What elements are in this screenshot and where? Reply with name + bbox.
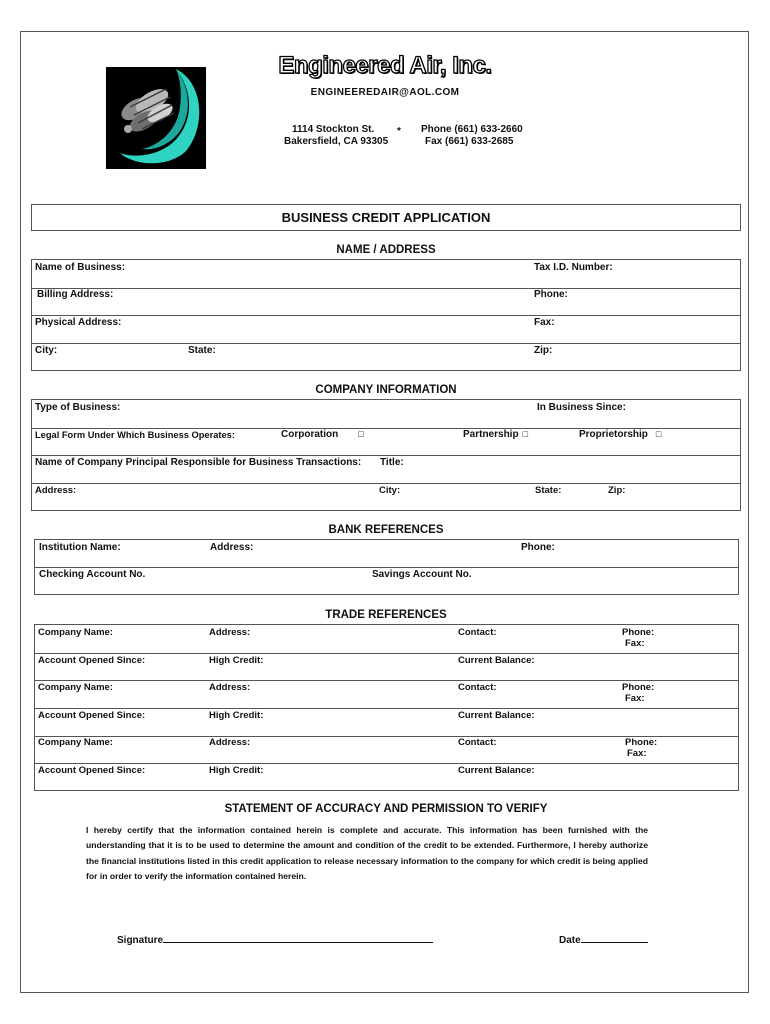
- trade1-fax-field[interactable]: Fax:: [625, 638, 645, 649]
- principal-state-field[interactable]: State:: [535, 485, 562, 496]
- header-fax: Fax (661) 633-2685: [425, 136, 514, 147]
- trade2-contact-field[interactable]: Contact:: [458, 682, 497, 693]
- bank-phone-field[interactable]: Phone:: [521, 542, 555, 553]
- principal-zip-field[interactable]: Zip:: [608, 485, 626, 496]
- partnership-option[interactable]: Partnership □: [463, 429, 529, 440]
- signature-label: Signature: [117, 935, 164, 946]
- zip-field[interactable]: Zip:: [534, 345, 553, 356]
- partnership-checkbox[interactable]: □: [522, 429, 529, 439]
- trade3-contact-field[interactable]: Contact:: [458, 737, 497, 748]
- trade2-phone-field[interactable]: Phone:: [622, 682, 655, 693]
- name-of-business-field[interactable]: Name of Business:: [35, 262, 126, 273]
- trade1-current-balance-field[interactable]: Current Balance:: [458, 655, 535, 666]
- savings-account-field[interactable]: Savings Account No.: [372, 569, 472, 580]
- form-title: BUSINESS CREDIT APPLICATION: [31, 204, 741, 231]
- company-name: Engineered Air, Inc.: [278, 52, 492, 79]
- company-email: ENGINEEREDAIR@AOL.COM: [310, 87, 460, 98]
- tax-id-field[interactable]: Tax I.D. Number:: [534, 262, 613, 273]
- section-heading-name-address: NAME / ADDRESS: [336, 244, 436, 256]
- fax-field[interactable]: Fax:: [534, 317, 555, 328]
- bank-refs-grid: [34, 539, 739, 595]
- header-bullet: *: [397, 126, 401, 137]
- company-logo: [106, 67, 206, 169]
- trade2-company-name-field[interactable]: Company Name:: [38, 682, 113, 693]
- section-heading-company-info: COMPANY INFORMATION: [315, 384, 457, 396]
- trade3-current-balance-field[interactable]: Current Balance:: [458, 765, 535, 776]
- trade2-current-balance-field[interactable]: Current Balance:: [458, 710, 535, 721]
- corporation-option[interactable]: Corporation □: [281, 429, 364, 440]
- trade2-account-opened-field[interactable]: Account Opened Since:: [38, 710, 146, 721]
- signature-field[interactable]: [117, 930, 433, 948]
- address-city: Bakersfield, CA 93305: [284, 136, 389, 147]
- type-of-business-field[interactable]: Type of Business:: [35, 402, 121, 413]
- legal-form-label: Legal Form Under Which Business Operates:: [35, 430, 235, 440]
- proprietorship-checkbox[interactable]: □: [655, 429, 662, 439]
- section-heading-statement: STATEMENT OF ACCURACY AND PERMISSION TO VERIFY: [224, 803, 548, 815]
- name-address-grid: [31, 259, 741, 371]
- trade1-contact-field[interactable]: Contact:: [458, 627, 497, 638]
- section-heading-trade-refs: TRADE REFERENCES: [325, 609, 447, 621]
- signature-line[interactable]: [163, 933, 433, 943]
- trade2-address-field[interactable]: Address:: [209, 682, 251, 693]
- company-info-grid: [31, 399, 741, 511]
- checking-account-field[interactable]: Checking Account No.: [39, 569, 146, 580]
- proprietorship-option[interactable]: Proprietorship □: [579, 429, 662, 440]
- compressor-rotor-logo-icon: [106, 67, 206, 169]
- state-field[interactable]: State:: [188, 345, 216, 356]
- principal-field[interactable]: Name of Company Principal Responsible for Business Transactions:: [35, 457, 362, 468]
- trade2-high-credit-field[interactable]: High Credit:: [209, 710, 264, 721]
- trade3-company-name-field[interactable]: Company Name:: [38, 737, 113, 748]
- in-business-since-field[interactable]: In Business Since:: [537, 402, 626, 413]
- trade3-high-credit-field[interactable]: High Credit:: [209, 765, 264, 776]
- principal-address-field[interactable]: Address:: [35, 485, 77, 496]
- phone-field[interactable]: Phone:: [534, 289, 568, 300]
- trade3-phone-field[interactable]: Phone:: [625, 737, 658, 748]
- trade1-account-opened-field[interactable]: Account Opened Since:: [38, 655, 146, 666]
- trade1-high-credit-field[interactable]: High Credit:: [209, 655, 264, 666]
- trade1-address-field[interactable]: Address:: [209, 627, 251, 638]
- billing-address-field[interactable]: Billing Address:: [37, 289, 114, 300]
- institution-name-field[interactable]: Institution Name:: [39, 542, 121, 553]
- date-label: Date: [559, 935, 581, 946]
- trade3-fax-field[interactable]: Fax:: [627, 748, 647, 759]
- principal-title-field[interactable]: Title:: [380, 457, 404, 468]
- principal-city-field[interactable]: City:: [379, 485, 401, 496]
- bank-address-field[interactable]: Address:: [210, 542, 254, 553]
- corporation-checkbox[interactable]: □: [358, 429, 364, 439]
- trade3-address-field[interactable]: Address:: [209, 737, 251, 748]
- header-phone: Phone (661) 633-2660: [421, 124, 523, 135]
- section-heading-bank-refs: BANK REFERENCES: [328, 524, 444, 536]
- trade3-account-opened-field[interactable]: Account Opened Since:: [38, 765, 146, 776]
- city-field[interactable]: City:: [35, 345, 58, 356]
- trade1-company-name-field[interactable]: Company Name:: [38, 627, 113, 638]
- trade2-fax-field[interactable]: Fax:: [625, 693, 645, 704]
- trade1-phone-field[interactable]: Phone:: [622, 627, 655, 638]
- date-field[interactable]: [559, 930, 648, 948]
- physical-address-field[interactable]: Physical Address:: [35, 317, 122, 328]
- statement-body: I hereby certify that the information contained herein is complete and accurate. This information has been furnished with the understanding that it is to be used to determine the amount and condition of the credit to be extended. Furthermore, I hereby authorize the financial institutions listed in this credit application to release necessary information to the company for which credit is being applied for in order to verify the information contained herein.: [86, 825, 648, 882]
- trade-refs-grid: [34, 624, 739, 791]
- address-street: 1114 Stockton St.: [292, 124, 375, 135]
- date-line[interactable]: [581, 933, 648, 943]
